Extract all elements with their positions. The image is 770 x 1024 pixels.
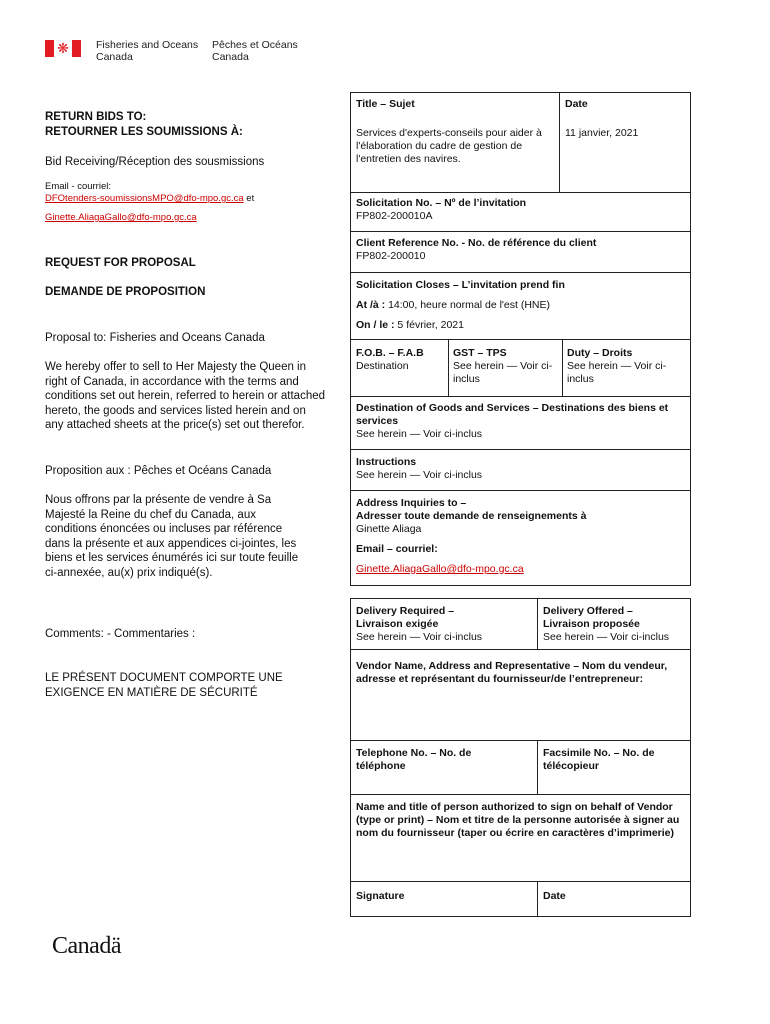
offer-text-en: We hereby offer to sell to Her Majesty the Queen in right of Canada, in accordance with the terms and conditions set out herein, referred to herein or attached hereto, the goods and services listed herein and on any attached sheets at the price(s) set out therefor. [45,361,326,431]
client-ref-cell: Client Reference No. - No. de référence du client FP802-200010 [352,233,687,267]
bid-receiving: Bid Receiving/Réception des sousmissions [45,156,265,168]
comments-label: Comments: - Commentaries : [45,628,196,640]
department-name-fr: Pêches et Océans Canada [212,39,298,63]
signature-date-cell[interactable]: Date [543,890,566,902]
destination-cell: Destination of Goods and Services – Destinations des biens et services See herein — Voir ci-inclus [356,402,669,440]
fax-cell[interactable]: Facsimile No. – No. de télécopieur [543,747,655,772]
vendor-cell: Vendor Name, Address and Representative – Nom du vendeur, adresse et représentant du fournisseur/de l’entrepreneur: [356,660,668,685]
closes-cell: Solicitation Closes – L’invitation prend fin At /à : 14:00, heure normal de l'est (HNE) On / le : 5 février, 2021 [356,279,565,331]
authorized-cell: Name and title of person authorized to sign on behalf of Vendor (type or print) – Nom et titre de la personne autorisée à signer au nom du fournisseur (taper ou écrire en caractères d’imprimerie) [356,801,680,839]
rfp-title-fr: DEMANDE DE PROPOSITION [45,286,206,298]
canada-wordmark: Canadä [52,933,121,959]
date-value: 11 janvier, 2021 [565,127,639,139]
inquiries-cell: Address Inquiries to – Adresser toute demande de renseignements à Ginette Aliaga Email – courriel: Ginette.AliagaGallo@dfo-mpo.gc.ca [356,497,587,575]
telephone-cell[interactable]: Telephone No. – No. de téléphone [356,747,472,772]
return-bids-heading: RETURN BIDS TO: RETOURNER LES SOUMISSIONS À: [45,111,243,138]
solicitation-cell: Solicitation No. – Nº de l’invitation FP802-200010A [352,193,687,227]
email-link-ginette[interactable]: Ginette.AliagaGallo@dfo-mpo.gc.ca [45,212,197,223]
proposal-to: Proposal to: Fisheries and Oceans Canada [45,332,265,344]
inquiries-email-link[interactable]: Ginette.AliagaGallo@dfo-mpo.gc.ca [356,563,524,575]
delivery-required-cell: Delivery Required – Livraison exigée See herein — Voir ci-inclus [356,605,483,643]
instructions-cell: Instructions See herein — Voir ci-inclus [356,456,483,481]
duty-cell: Duty – Droits See herein — Voir ci-inclus [567,347,667,385]
government-flag-icon: ❋ [45,40,81,57]
date-cell: Date 11 janvier, 2021 [561,94,689,144]
gst-cell: GST – TPS See herein — Voir ci-inclus [453,347,553,385]
email-block: Email - courriel: DFOtenders-soumissionsMPO@dfo-mpo.gc.ca et Ginette.AliagaGallo@dfo-mpo.gc.ca [45,181,255,223]
department-name-en: Fisheries and Oceans Canada [96,39,199,63]
offer-text-fr: Nous offrons par la présente de vendre à Sa Majesté la Reine du chef du Canada, aux conditions énoncées ou incluses par référence dans la présente et aux appendices ci-jointes, les biens et les services énumérés ici sur toute feuille ci-annexée, au(x) prix indiqué(s). [45,494,299,579]
security-notice: LE PRÉSENT DOCUMENT COMPORTE UNE EXIGENCE EN MATIÈRE DE SÉCURITÉ [45,672,283,699]
title-cell: Title – Sujet Services d'experts-conseils pour aider à l'élaboration du cadre de gestion de l'entretien des navires. [352,94,557,170]
solicitation-value: FP802-200010A [356,210,433,222]
rfp-title-en: REQUEST FOR PROPOSAL [45,257,196,269]
proposition-aux: Proposition aux : Pêches et Océans Canada [45,465,272,477]
client-ref-value: FP802-200010 [356,250,426,262]
signature-cell[interactable]: Signature [356,890,405,902]
fob-cell: F.O.B. – F.A.B Destination [356,347,424,372]
email-link-tenders[interactable]: DFOtenders-soumissionsMPO@dfo-mpo.gc.ca [45,193,244,204]
title-value: Services d'experts-conseils pour aider à l'élaboration du cadre de gestion de l'entretien des navires. [356,127,542,165]
delivery-offered-cell: Delivery Offered – Livraison proposée See herein — Voir ci-inclus [543,605,670,643]
